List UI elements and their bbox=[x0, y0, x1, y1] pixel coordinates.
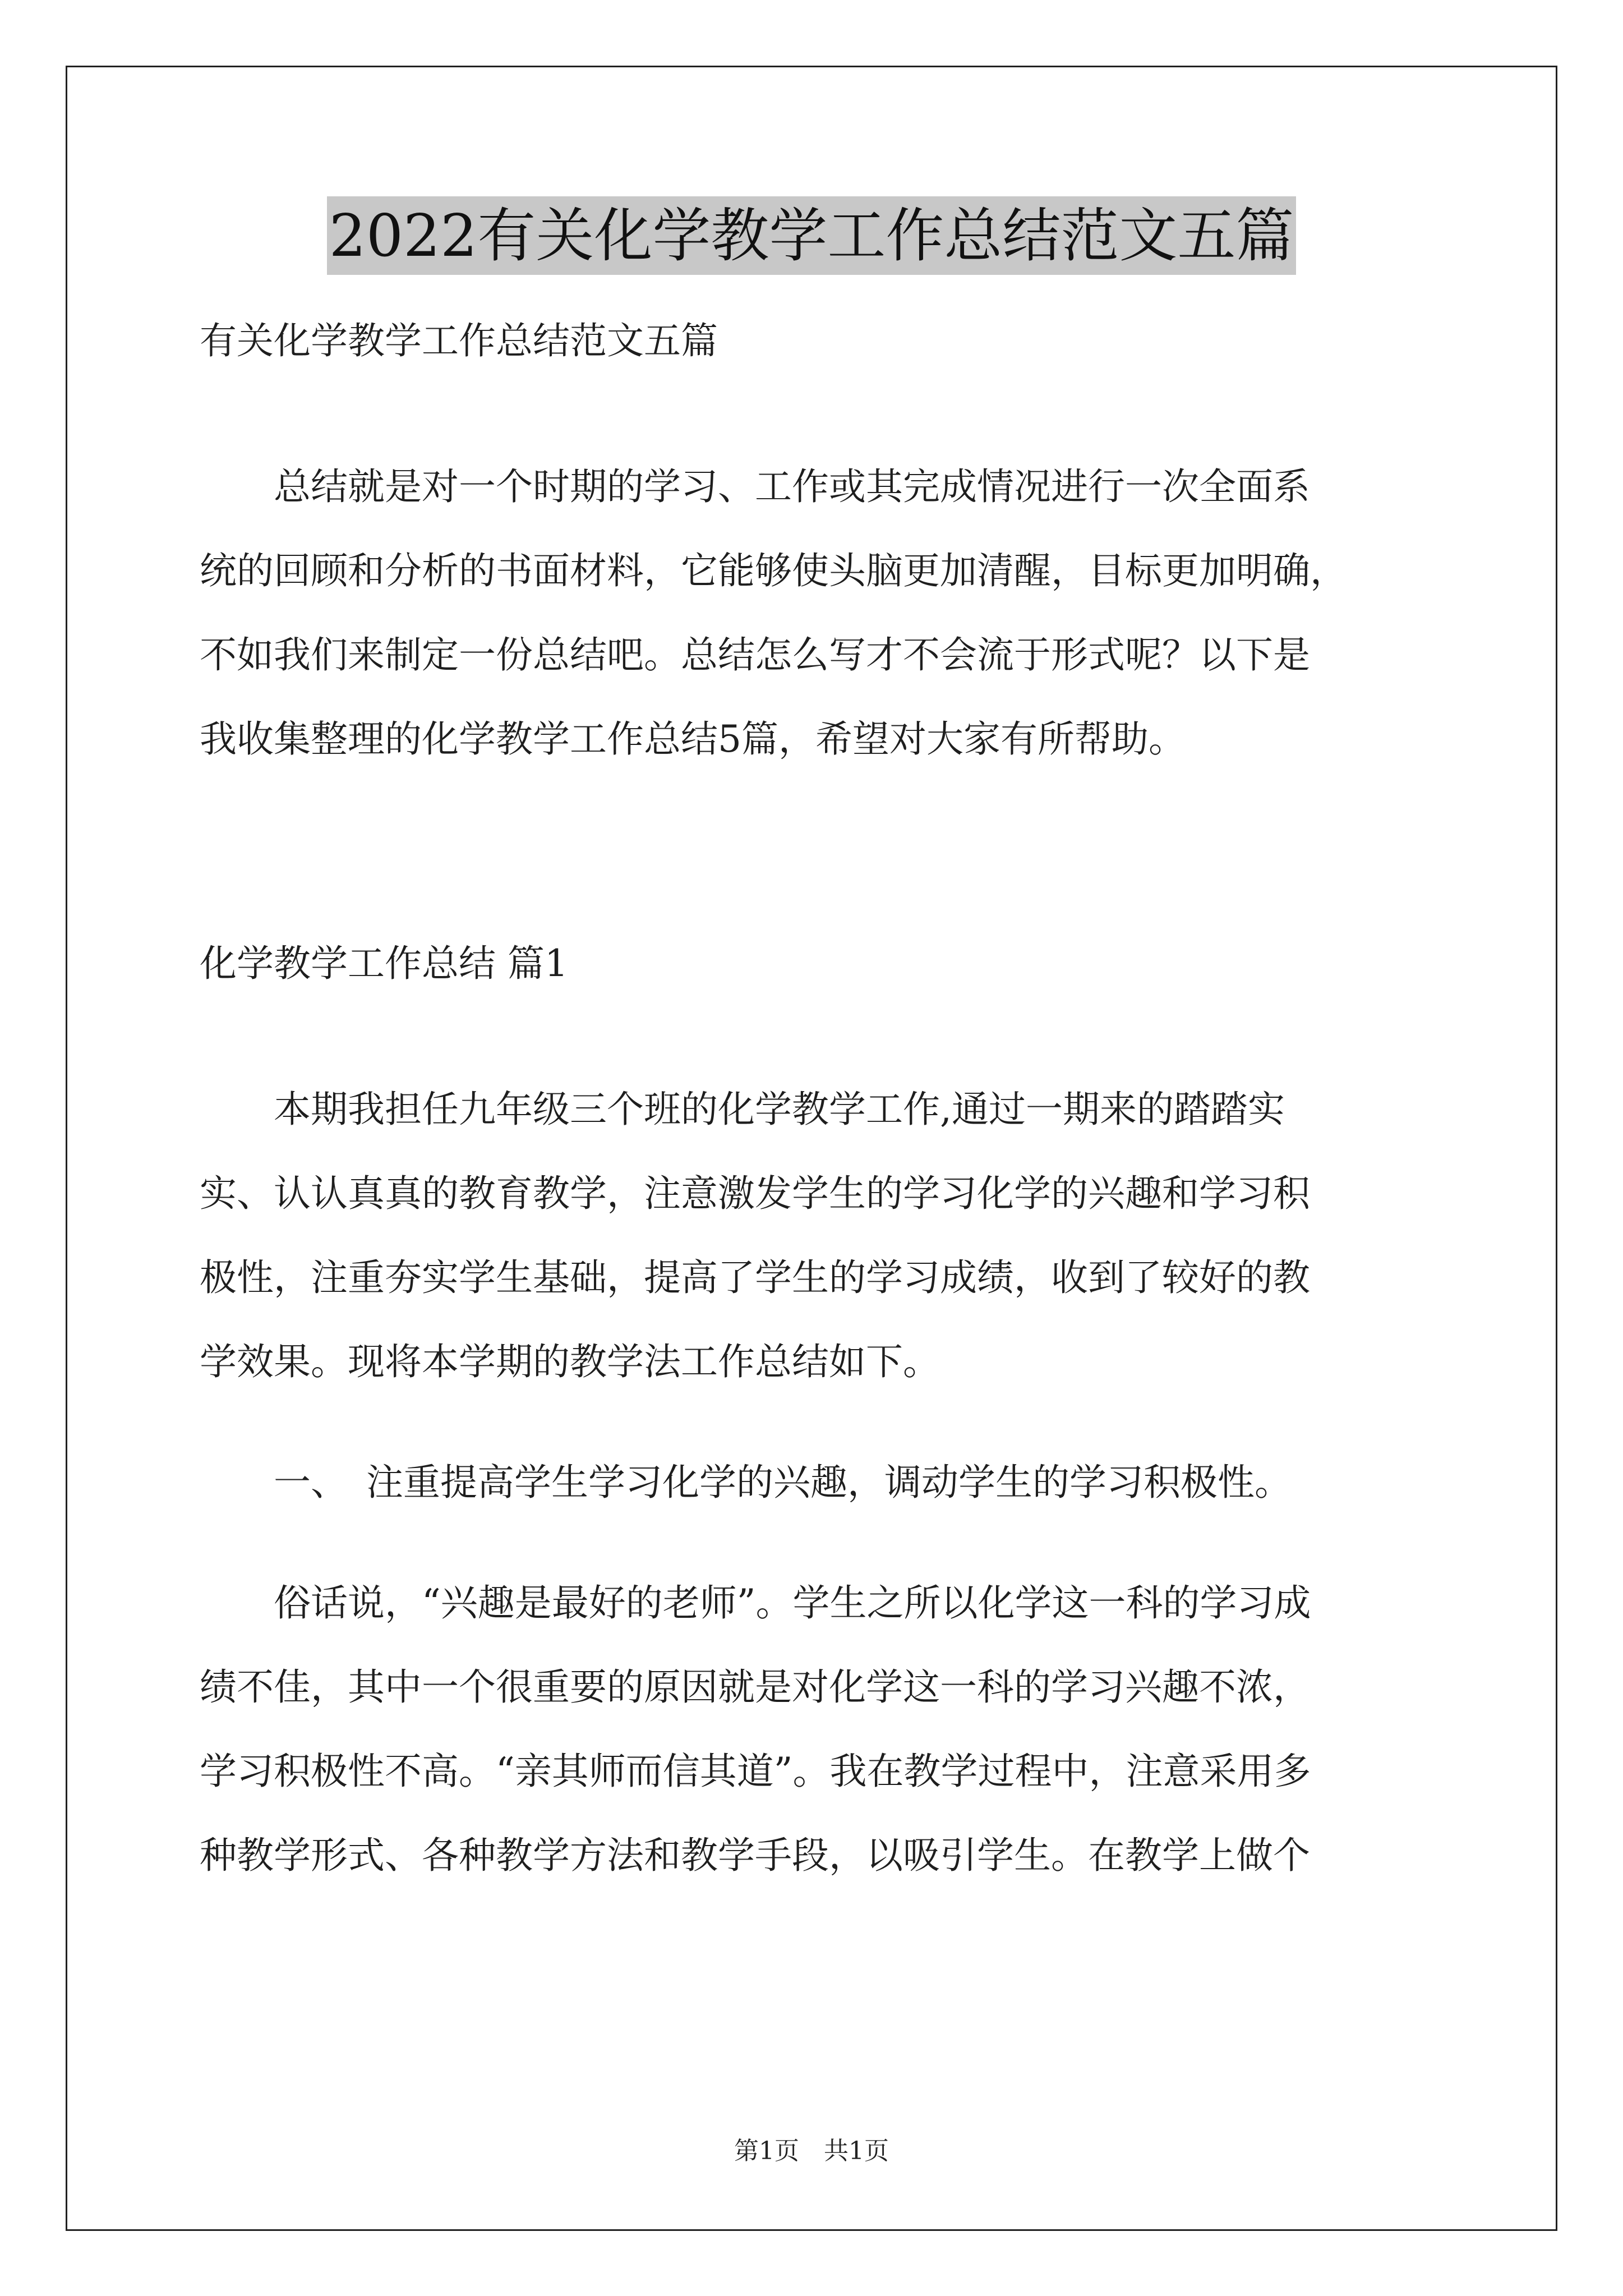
paragraph-line: 学习积极性不高。“亲其师而信其道”。我在教学过程中，注意采用多 bbox=[200, 1750, 1311, 1793]
section-heading: 化学教学工作总结 篇1 bbox=[200, 942, 568, 985]
paragraph-line: 绩不佳，其中一个很重要的原因就是对化学这一科的学习兴趣不浓， bbox=[200, 1665, 1310, 1709]
document-subtitle: 有关化学教学工作总结范文五篇 bbox=[200, 319, 718, 362]
title-container bbox=[0, 196, 1623, 275]
paragraph-line: 极性，注重夯实学生基础，提高了学生的学习成绩，收到了较好的教 bbox=[200, 1256, 1310, 1299]
page-border bbox=[66, 66, 1557, 2231]
paragraph-line: 种教学形式、各种教学方法和教学手段，以吸引学生。在教学上做个 bbox=[200, 1834, 1310, 1877]
document-title: 2022有关化学教学工作总结范文五篇 bbox=[327, 196, 1297, 275]
paragraph-line: 俗话说，“兴趣是最好的老师”。学生之所以化学这一科的学习成 bbox=[200, 1581, 1311, 1625]
paragraph-line: 学效果。现将本学期的教学法工作总结如下。 bbox=[200, 1340, 940, 1383]
page-footer: 第1页 共1页 bbox=[734, 2137, 889, 2165]
paragraph-line: 不如我们来制定一份总结吧。总结怎么写才不会流于形式呢？以下是 bbox=[200, 633, 1310, 677]
paragraph-line: 实、认认真真的教育教学，注意激发学生的学习化学的兴趣和学习积 bbox=[200, 1172, 1310, 1215]
paragraph-line: 总结就是对一个时期的学习、工作或其完成情况进行一次全面系 bbox=[200, 465, 1310, 508]
paragraph-line: 本期我担任九年级三个班的化学教学工作,通过一期来的踏踏实 bbox=[200, 1088, 1285, 1131]
paragraph-line: 统的回顾和分析的书面材料，它能够使头脑更加清醒，目标更加明确， bbox=[200, 549, 1347, 592]
paragraph-line: 我收集整理的化学教学工作总结5篇，希望对大家有所帮助。 bbox=[200, 717, 1186, 761]
paragraph-line: 一、 注重提高学生学习化学的兴趣，调动学生的学习积极性。 bbox=[200, 1461, 1292, 1504]
